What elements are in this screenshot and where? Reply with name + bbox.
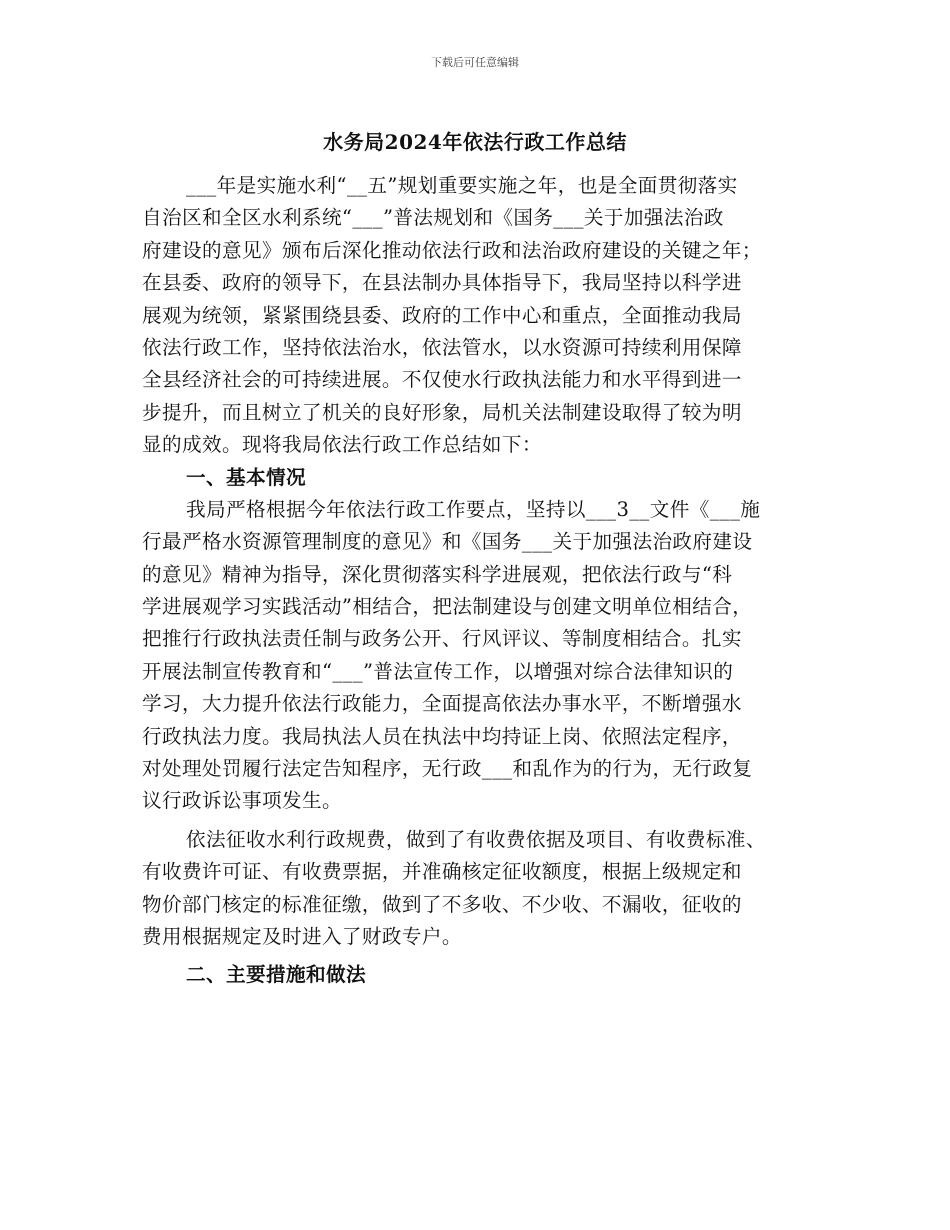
text-line: 行政执法力度。我局执法人员在执法中均持证上岗、依照法定程序， xyxy=(142,724,742,748)
section-heading-measures: 二、主要措施和做法 xyxy=(186,963,366,987)
intro-paragraph xyxy=(142,170,814,462)
text-line: 行最严格水资源管理制度的意见》和《国务___关于加强法治政府建设 xyxy=(142,530,753,554)
text-line: 学进展观学习实践活动”相结合，把法制建设与创建文明单位相结合， xyxy=(142,595,753,619)
text-line: 依法行政工作，坚持依法治水，依法管水，以水资源可持续利用保障 xyxy=(142,335,742,359)
section1-paragraph-1 xyxy=(142,494,814,818)
text-line: 开展法制宣传教育和“___”普法宣传工作，以增强对综合法律知识的 xyxy=(142,659,734,683)
text-line: 展观为统领，紧紧围绕县委、政府的工作中心和重点，全面推动我局 xyxy=(142,303,742,327)
text-line: 府建设的意见》颁布后深化推动依法行政和法治政府建设的关键之年； xyxy=(142,238,762,262)
text-line: 全县经济社会的可持续进展。不仅使水行政执法能力和水平得到进一 xyxy=(142,368,742,392)
header-note: 下载后可任意编辑 xyxy=(431,56,519,69)
text-line: 有收费许可证、有收费票据，并准确核定征收额度，根据上级规定和 xyxy=(142,860,742,884)
text-line: 把推行行政执法责任制与政务公开、行风评议、等制度相结合。扎实 xyxy=(142,627,742,651)
text-line: 在县委、政府的领导下，在县法制办具体指导下，我局坚持以科学进 xyxy=(142,271,742,295)
text-line: 物价部门核定的标准征缴，做到了不多收、不少收、不漏收，征收的 xyxy=(142,892,742,916)
section1-paragraph-2 xyxy=(142,824,814,954)
document-title: 水务局2024年依法行政工作总结 xyxy=(323,130,627,154)
text-line: 显的成效。现将我局依法行政工作总结如下： xyxy=(142,433,542,457)
text-line: 步提升，而且树立了机关的良好形象，局机关法制建设取得了较为明 xyxy=(142,400,742,424)
text-line: ___年是实施水利“__五”规划重要实施之年，也是全面贯彻落实 xyxy=(186,174,738,197)
section-heading-basic: 一、基本情况 xyxy=(186,465,306,489)
text-line: 的意见》精神为指导，深化贯彻落实科学进展观，把依法行政与“科 xyxy=(142,562,733,586)
text-line: 我局严格根据今年依法行政工作要点，坚持以___3__文件《___施 xyxy=(186,497,761,521)
text-line: 对处理处罚履行法定告知程序，无行政___和乱作为的行为，无行政复 xyxy=(142,757,753,781)
text-line: 自治区和全区水利系统“___”普法规划和《国务___关于加强法治政 xyxy=(142,206,724,230)
text-line: 费用根据规定及时进入了财政专户。 xyxy=(142,924,462,948)
document-body xyxy=(142,170,814,992)
text-line: 学习，大力提升依法行政能力，全面提高依法办事水平，不断增强水 xyxy=(142,692,742,716)
text-line: 议行政诉讼事项发生。 xyxy=(142,789,342,813)
text-line: 依法征收水利行政规费，做到了有收费依据及项目、有收费标准、 xyxy=(186,827,766,851)
